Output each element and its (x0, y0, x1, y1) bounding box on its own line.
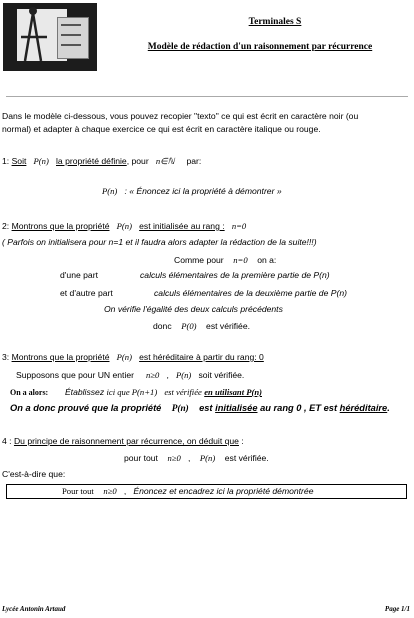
step-3-conclusion-b: est (199, 403, 213, 413)
step-3-en-utilisant: en utilisant P(n) (204, 387, 262, 397)
step-3-hereditaire: est héréditaire à partir du rang: 0 (139, 352, 264, 362)
result-box-content (62, 486, 313, 496)
step-1-header (2, 156, 201, 167)
result-box-text: Énoncez et encadrez ici la propriété démontrée (133, 486, 314, 496)
step-3-conclusion (10, 403, 390, 414)
step-2-pn: P(n) (116, 221, 132, 231)
step-2-initialisee: est initialisée au rang : (139, 221, 225, 231)
step-2-montrons: Montrons que la propriété (11, 221, 110, 231)
step-4-number: 4 : (2, 436, 12, 446)
intro-line-2: normal) et adapter à chaque exercice ce qui est écrit en caractère italique ou rouge. (2, 124, 321, 134)
step-3-pn: P(n) (116, 352, 132, 362)
step-3-montrons: Montrons que la propriété (11, 352, 110, 362)
step-4-cest-a-dire: C'est-à-dire que: (2, 469, 66, 479)
step-3-n-geq0: n≥0 (145, 370, 160, 380)
result-box-comma: , (123, 486, 127, 496)
step-1-pn: P(n) (33, 156, 49, 166)
step-3-soit-verifiee: soit vérifiée. (198, 370, 245, 380)
step-2-calc-1: calculs élémentaires de la première partie de P(n) (140, 270, 330, 280)
step-2-calc-2: calculs élémentaires de la deuxième partie de P(n) (154, 288, 347, 298)
step-1-pour: , pour (126, 156, 149, 166)
step-3-number: 3: (2, 352, 10, 362)
step-2-dune-part: d'une part (60, 270, 98, 280)
step-4-comma: , (187, 453, 191, 463)
step-3-header (2, 352, 264, 362)
step-2-header (2, 221, 246, 231)
step-3-pn-3: P(n) (171, 404, 189, 414)
step-3-on-a-alors: On a alors: (10, 388, 49, 397)
logo (3, 3, 97, 71)
step-3-comma: , (166, 370, 169, 380)
footer-school: Lycée Antonin Artaud (2, 605, 66, 613)
step-2-donc-line (153, 321, 250, 331)
step-2-comme (174, 255, 276, 265)
step-1-n-in-N: n∈ℕ (155, 156, 175, 166)
step-4-pour-tout: pour tout (124, 453, 158, 463)
step-2-verifie: On vérifie l'égalité des deux calculs précédents (104, 304, 283, 314)
step-3-ici-que: ici que P(n+1) (106, 387, 158, 397)
footer-page-number: Page 1/1 (384, 605, 410, 613)
step-1-number: 1: (2, 156, 10, 166)
step-1-pn-2: P(n) (102, 186, 118, 196)
result-box-pour-tout: Pour tout (62, 486, 94, 496)
step-4-colon: : (241, 436, 244, 446)
step-3-supposons: Supposons que pour UN entier (16, 370, 135, 380)
step-2-comme-pour: Comme pour (174, 255, 224, 265)
step-1-statement-text: : « Énoncez ici la propriété à démontrer » (124, 186, 282, 196)
step-1-par: par: (186, 156, 202, 166)
step-3-period: . (387, 403, 390, 413)
step-4-principe: Du principe de raisonnement par récurrence, on déduit que (13, 436, 239, 446)
step-1-statement (102, 186, 282, 196)
step-2-on-a: on a: (257, 255, 277, 265)
step-2-est-verifiee: est vérifiée. (206, 321, 250, 331)
step-2-p0: P(0) (181, 321, 197, 331)
step-2-n0: n=0 (233, 255, 248, 265)
step-3-etablissez: Établissez (64, 387, 105, 397)
step-1-soit: Soit (11, 156, 27, 166)
step-3-pn-2: P(n) (176, 370, 192, 380)
step-2-note: ( Parfois on initialisera pour n=1 et il faudra alors adapter la rédaction de la suite!!!) (2, 237, 317, 247)
result-box-n: n≥0 (103, 486, 117, 496)
intro-line-1: Dans le modèle ci-dessous, vous pouvez recopier "texto" ce qui est écrit en caractère noir (ou (2, 111, 359, 121)
step-3-on-a-alors-line (10, 387, 262, 397)
step-4-est-verifiee: est vérifiée. (224, 453, 269, 463)
page-title: Terminales S (248, 17, 302, 27)
header-divider (6, 96, 408, 97)
step-4-pour-tout-line (124, 453, 269, 463)
step-1-definie: la propriété définie (56, 156, 127, 166)
step-3-supposons-line (16, 370, 244, 380)
step-2-number: 2: (2, 221, 10, 231)
step-4-pn: P(n) (199, 453, 216, 463)
step-3-hereditaire-word: héréditaire (339, 403, 388, 413)
step-2-dautre-part: et d'autre part (60, 288, 113, 298)
logo-figure-icon (3, 3, 97, 71)
step-3-conclusion-c: au rang 0 , ET est (260, 403, 338, 413)
step-2-donc: donc (153, 321, 172, 331)
step-3-initialisee: initialisée (215, 403, 258, 413)
page-subtitle: Modèle de rédaction d'un raisonnement par récurrence (147, 42, 373, 52)
step-3-conclusion-a: On a donc prouvé que la propriété (10, 403, 162, 413)
step-3-est-verifiee: est vérifiée (164, 387, 202, 397)
step-4-header (2, 436, 244, 446)
step-2-rang: n=0 (231, 221, 247, 231)
step-4-n-gt0: n≥0 (167, 453, 181, 463)
